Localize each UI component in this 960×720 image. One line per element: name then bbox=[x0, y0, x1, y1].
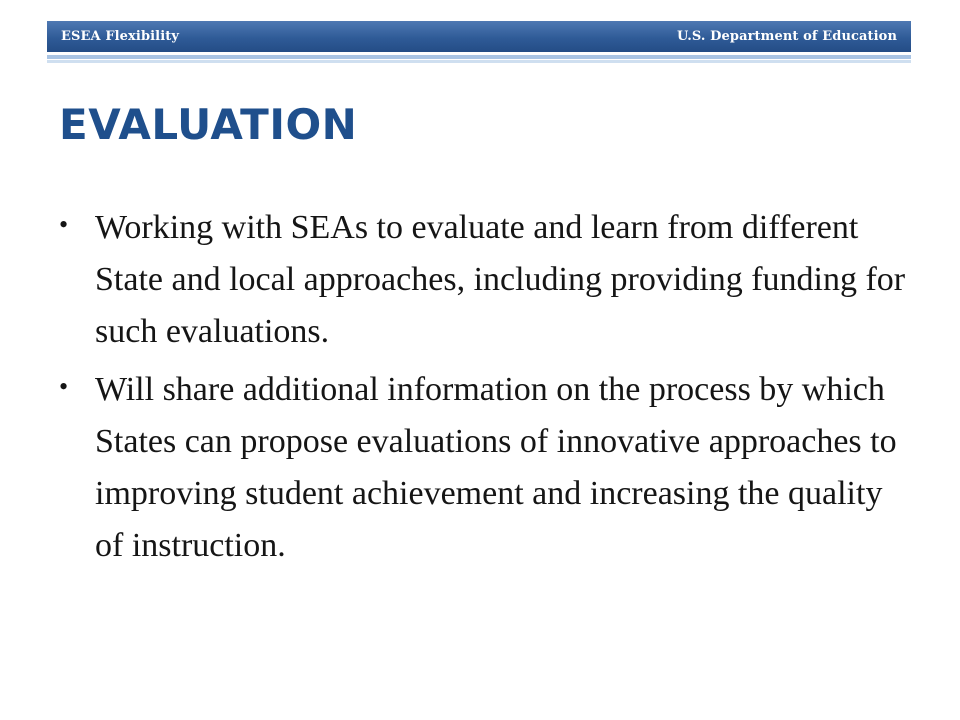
bullet-list bbox=[59, 202, 919, 578]
slide-title: EVALUATION bbox=[59, 100, 358, 149]
header-divider bbox=[47, 55, 911, 59]
bullet-text: Working with SEAs to evaluate and learn from different State and local approaches, including providing funding for such evaluations. bbox=[95, 209, 906, 350]
bullet-dot-icon: • bbox=[59, 210, 69, 239]
header-bar bbox=[47, 21, 911, 52]
bullet-item bbox=[59, 364, 919, 572]
header-right-text: U.S. Department of Education bbox=[676, 29, 897, 44]
bullet-text: Will share additional information on the process by which States can propose evaluations of innovative approaches to improving student achievement and increasing the quality of instruction. bbox=[95, 371, 897, 564]
bullet-item bbox=[59, 202, 919, 358]
header-left-text: ESEA Flexibility bbox=[61, 29, 180, 44]
header-divider-secondary bbox=[47, 60, 911, 63]
bullet-dot-icon: • bbox=[59, 372, 69, 401]
